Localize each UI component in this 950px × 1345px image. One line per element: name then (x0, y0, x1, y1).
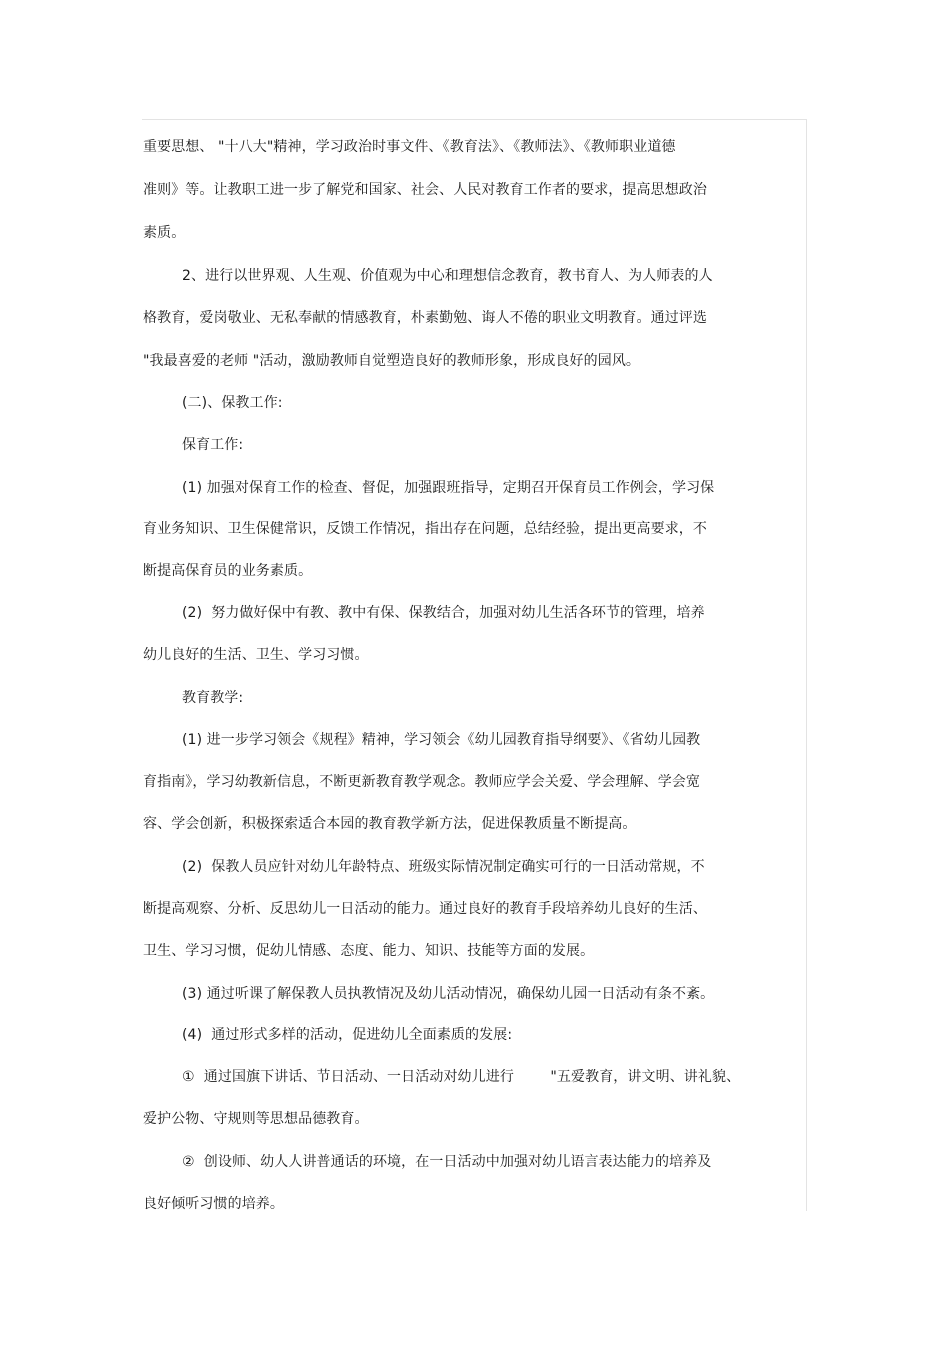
text-line: 良好倾听习惯的培养。 (143, 1196, 284, 1212)
text-line: "我最喜爱的老师 "活动，激励教师自觉塑造良好的教师形象，形成良好的园风。 (143, 353, 641, 369)
text-line: 断提高观察、分析、反思幼儿一日活动的能力。通过良好的教育手段培养幼儿良好的生活、 (143, 901, 707, 917)
text-line: 断提高保育员的业务素质。 (143, 563, 313, 579)
text-line: (2) 保教人员应针对幼儿年龄特点、班级实际情况制定确实可行的一日活动常规，不 (182, 859, 705, 875)
text-line: 育业务知识、卫生保健常识，反馈工作情况，指出存在问题，总结经验，提出更高要求，不 (143, 521, 707, 537)
text-line: ① 通过国旗下讲话、节日活动、一日活动对幼儿进行 "五爱教育，讲文明、讲礼貌、 (182, 1069, 741, 1085)
page-border-top (142, 119, 807, 120)
text-line: 爱护公物、守规则等思想品德教育。 (143, 1111, 369, 1127)
subsection-heading: 教育教学: (182, 690, 244, 706)
section-heading: (二)、保教工作: (182, 395, 283, 411)
page-border-right (806, 119, 807, 1211)
text-line: (1) 进一步学习领会《规程》精神，学习领会《幼儿园教育指导纲要》、《省幼儿园教 (182, 732, 701, 748)
text-line: 重要思想、 "十八大"精神，学习政治时事文件、《教育法》、《教师法》、《教师职业道德 (143, 139, 676, 155)
text-line: 育指南》，学习幼教新信息，不断更新教育教学观念。教师应学会关爱、学会理解、学会宽 (143, 774, 700, 790)
text-line: 卫生、学习习惯，促幼儿情感、态度、能力、知识、技能等方面的发展。 (143, 943, 595, 959)
text-line: 格教育，爱岗敬业、无私奉献的情感教育，朴素勤勉、诲人不倦的职业文明教育。通过评选 (143, 310, 707, 326)
subsection-heading: 保育工作: (182, 437, 244, 453)
text-line: (3) 通过听课了解保教人员执教情况及幼儿活动情况，确保幼儿园一日活动有条不紊。 (182, 986, 715, 1002)
text-line: 素质。 (143, 225, 186, 241)
text-line: 2、进行以世界观、人生观、价值观为中心和理想信念教育，教书育人、为人师表的人 (182, 268, 713, 284)
text-line: 准则》等。让教职工进一步了解党和国家、社会、人民对教育工作者的要求，提高思想政治 (143, 182, 707, 198)
text-line: (4) 通过形式多样的活动，促进幼儿全面素质的发展: (182, 1027, 513, 1043)
text-line: 幼儿良好的生活、卫生、学习习惯。 (143, 647, 369, 663)
text-line: 容、学会创新，积极探索适合本园的教育教学新方法，促进保教质量不断提高。 (143, 816, 637, 832)
text-line: (2) 努力做好保中有教、教中有保、保教结合，加强对幼儿生活各环节的管理，培养 (182, 605, 705, 621)
text-line: ② 创设师、幼人人讲普通话的环境，在一日活动中加强对幼儿语言表达能力的培养及 (182, 1154, 712, 1170)
text-line: (1) 加强对保育工作的检查、督促，加强跟班指导，定期召开保育员工作例会，学习保 (182, 480, 715, 496)
